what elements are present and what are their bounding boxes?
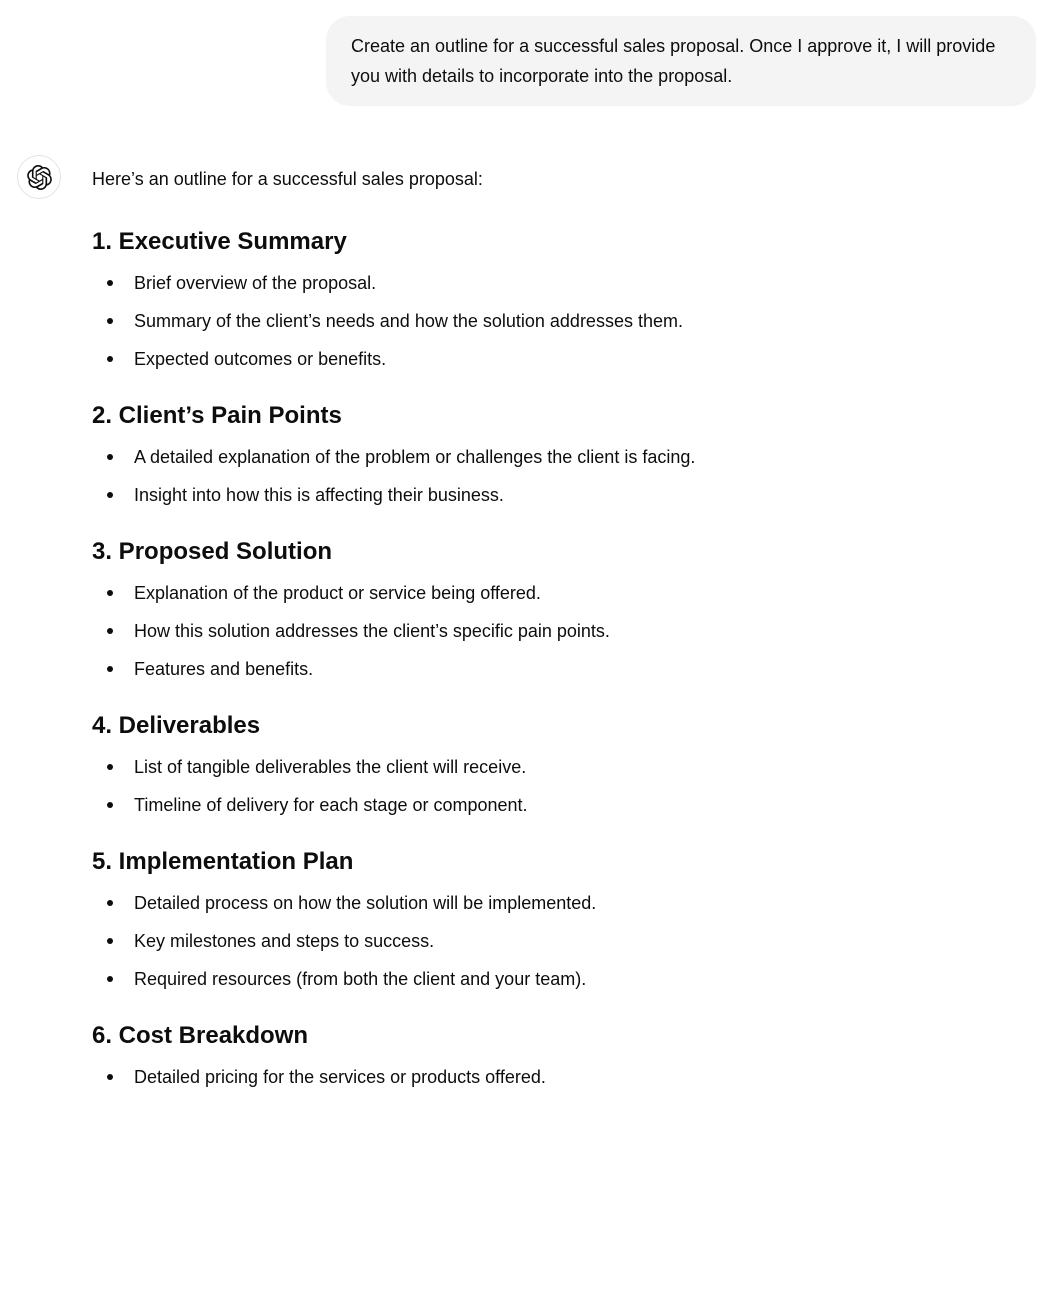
outline-sections [92, 225, 1036, 1091]
section-bullet-list [92, 1063, 1036, 1091]
assistant-intro-text: Here’s an outline for a successful sales proposal: [92, 169, 483, 189]
bullet-item: Features and benefits. [92, 655, 1036, 683]
bullet-item: Key milestones and steps to success. [92, 927, 1036, 955]
bullet-item: Brief overview of the proposal. [92, 269, 1036, 297]
section-bullet-list [92, 889, 1036, 993]
section-heading: 4. Deliverables [92, 712, 261, 739]
bullet-item: Required resources (from both the client and your team). [92, 965, 1036, 993]
bullet-item: Summary of the client’s needs and how the solution addresses them. [92, 307, 1036, 335]
bullet-item: Expected outcomes or benefits. [92, 345, 1036, 373]
user-message-row [0, 16, 1062, 106]
section-bullet-list [92, 269, 1036, 373]
bullet-item: Insight into how this is affecting their business. [92, 481, 1036, 509]
section-heading: 6. Cost Breakdown [92, 1022, 309, 1049]
section-heading: 1. Executive Summary [92, 228, 347, 255]
assistant-message-row [0, 165, 1062, 1091]
outline-section [92, 1019, 1036, 1091]
bullet-item: Detailed pricing for the services or products offered. [92, 1063, 1036, 1091]
outline-section [92, 535, 1036, 683]
outline-section [92, 709, 1036, 819]
user-message-text: Create an outline for a successful sales proposal. Once I approve it, I will provide you with details to incorporate into the proposal. [351, 36, 996, 86]
section-heading: 3. Proposed Solution [92, 538, 333, 565]
section-bullet-list [92, 753, 1036, 819]
outline-section [92, 399, 1036, 509]
bullet-item: How this solution addresses the client’s specific pain points. [92, 617, 1036, 645]
openai-logo-icon [27, 165, 52, 190]
outline-section [92, 225, 1036, 373]
bullet-item: A detailed explanation of the problem or challenges the client is facing. [92, 443, 1036, 471]
section-heading: 5. Implementation Plan [92, 848, 354, 875]
bullet-item: Explanation of the product or service being offered. [92, 579, 1036, 607]
bullet-item: Timeline of delivery for each stage or component. [92, 791, 1036, 819]
section-bullet-list [92, 579, 1036, 683]
outline-section [92, 845, 1036, 993]
bullet-item: Detailed process on how the solution will be implemented. [92, 889, 1036, 917]
bullet-item: List of tangible deliverables the client will receive. [92, 753, 1036, 781]
assistant-avatar [17, 155, 61, 199]
section-heading: 2. Client’s Pain Points [92, 402, 342, 429]
assistant-message-content [92, 165, 1036, 1091]
user-message-bubble [326, 16, 1036, 106]
section-bullet-list [92, 443, 1036, 509]
